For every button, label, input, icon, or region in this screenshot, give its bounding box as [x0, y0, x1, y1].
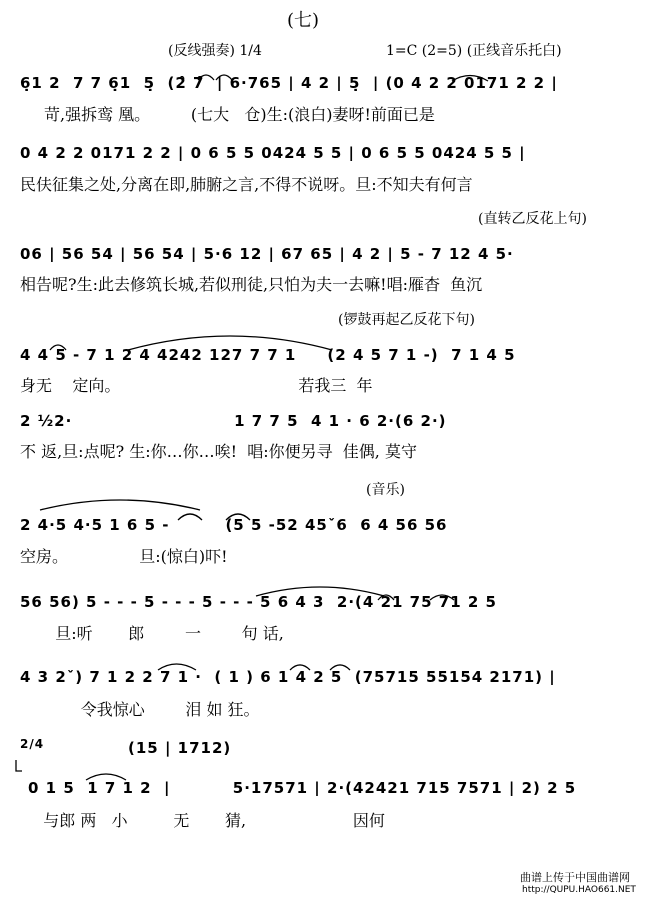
- score-lyrics-row-1: 苛,强拆鸾 凰。 (七大 仓)生:(浪白)妻呀!前面已是: [44, 105, 435, 124]
- score-notes-row-7: 56 56) 5 - - - 5 - - - 5 - - - 5 6 4 3 2·(4 21 75 71 2 5: [20, 595, 497, 610]
- section-annotation-row-4: (锣鼓再起乙反花下句): [338, 312, 475, 328]
- score-lyrics-row-4: 身无 定向。 若我三 年: [20, 376, 373, 395]
- section-annotation-row-6: (音乐): [366, 482, 405, 498]
- footer-site-url: http://QUPU.HAO661.NET: [522, 885, 636, 895]
- score-notes-row-8: 4 3 2ˇ) 7 1 2 2 7 1 · ( 1 ) 6 1 4 2 5 (75715 55154 2171) |: [20, 670, 556, 685]
- section-annotation-row-3: (直转乙反花上句): [478, 211, 587, 227]
- score-lyrics-row-2: 民伕征集之处,分离在即,肺腑之言,不得不说呀。旦:不知夫有何言: [20, 175, 473, 194]
- score-notes-row-9: 0 1 5 1 7 1 2 | 5·17571 | 2·(42421 715 7571 | 2) 2 5: [28, 781, 577, 796]
- score-lyrics-row-8: 令我惊心 泪 如 狂。: [40, 700, 260, 719]
- score-notes-row-2: 0 4 2 2 0171 2 2 | 0 6 5 5 0424 5 5 | 0 6 5 5 0424 5 5 |: [20, 146, 526, 161]
- header-key: 1=C (2=5) (正线音乐托白): [386, 43, 562, 59]
- section-annotation-row-9: (15 | 1712): [128, 739, 232, 757]
- score-notes-row-3: 06 | 56 54 | 56 54 | 5·6 12 | 67 65 | 4 2 | 5 - 7 12 4 5·: [20, 247, 514, 262]
- score-lyrics-row-7: 旦:听 郎 一 句 话,: [40, 624, 284, 643]
- footer-site-name: 曲谱上传于中国曲谱网: [520, 871, 630, 884]
- score-lyrics-row-6: 空房。 旦:(惊白)吓!: [20, 547, 228, 566]
- score-lyrics-row-3: 相告呢?生:此去修筑长城,若似刑徒,只怕为夫一去嘛!唱:雁杳 鱼沉: [20, 275, 483, 294]
- score-notes-row-1: 6̣1 2 7 7 6̣1 5̣ (2̂ 7̂ | 6·765 | 4 2 | 5̣ | (0 4 2 2 0171 2 2 |: [20, 76, 558, 91]
- score-notes-row-6: 2 4·5 4·5 1 6 5 - (5 5 -52 45ˇ6 6 4 56 56: [20, 518, 448, 533]
- time-signature: 2/4: [20, 737, 45, 751]
- score-notes-row-4: 4 4 5 - 7 1 2 4 4242 127 7 7 1 (2 4 5 7 1 -) 7 1 4 5: [20, 348, 516, 363]
- score-notes-row-5: 2 ½2· 1 7 7 5 4 1 · 6 2·(6 2·): [20, 414, 447, 429]
- score-lyrics-row-9: 与郎 两 小 无 猜, 因何: [28, 811, 385, 830]
- page-title: (七): [287, 10, 320, 31]
- score-lyrics-row-5: 不 返,旦:点呢? 生:你…你…唉! 唱:你便另寻 佳偶, 莫守: [20, 442, 417, 461]
- header-mode: (反线强奏) 1/4: [168, 43, 262, 59]
